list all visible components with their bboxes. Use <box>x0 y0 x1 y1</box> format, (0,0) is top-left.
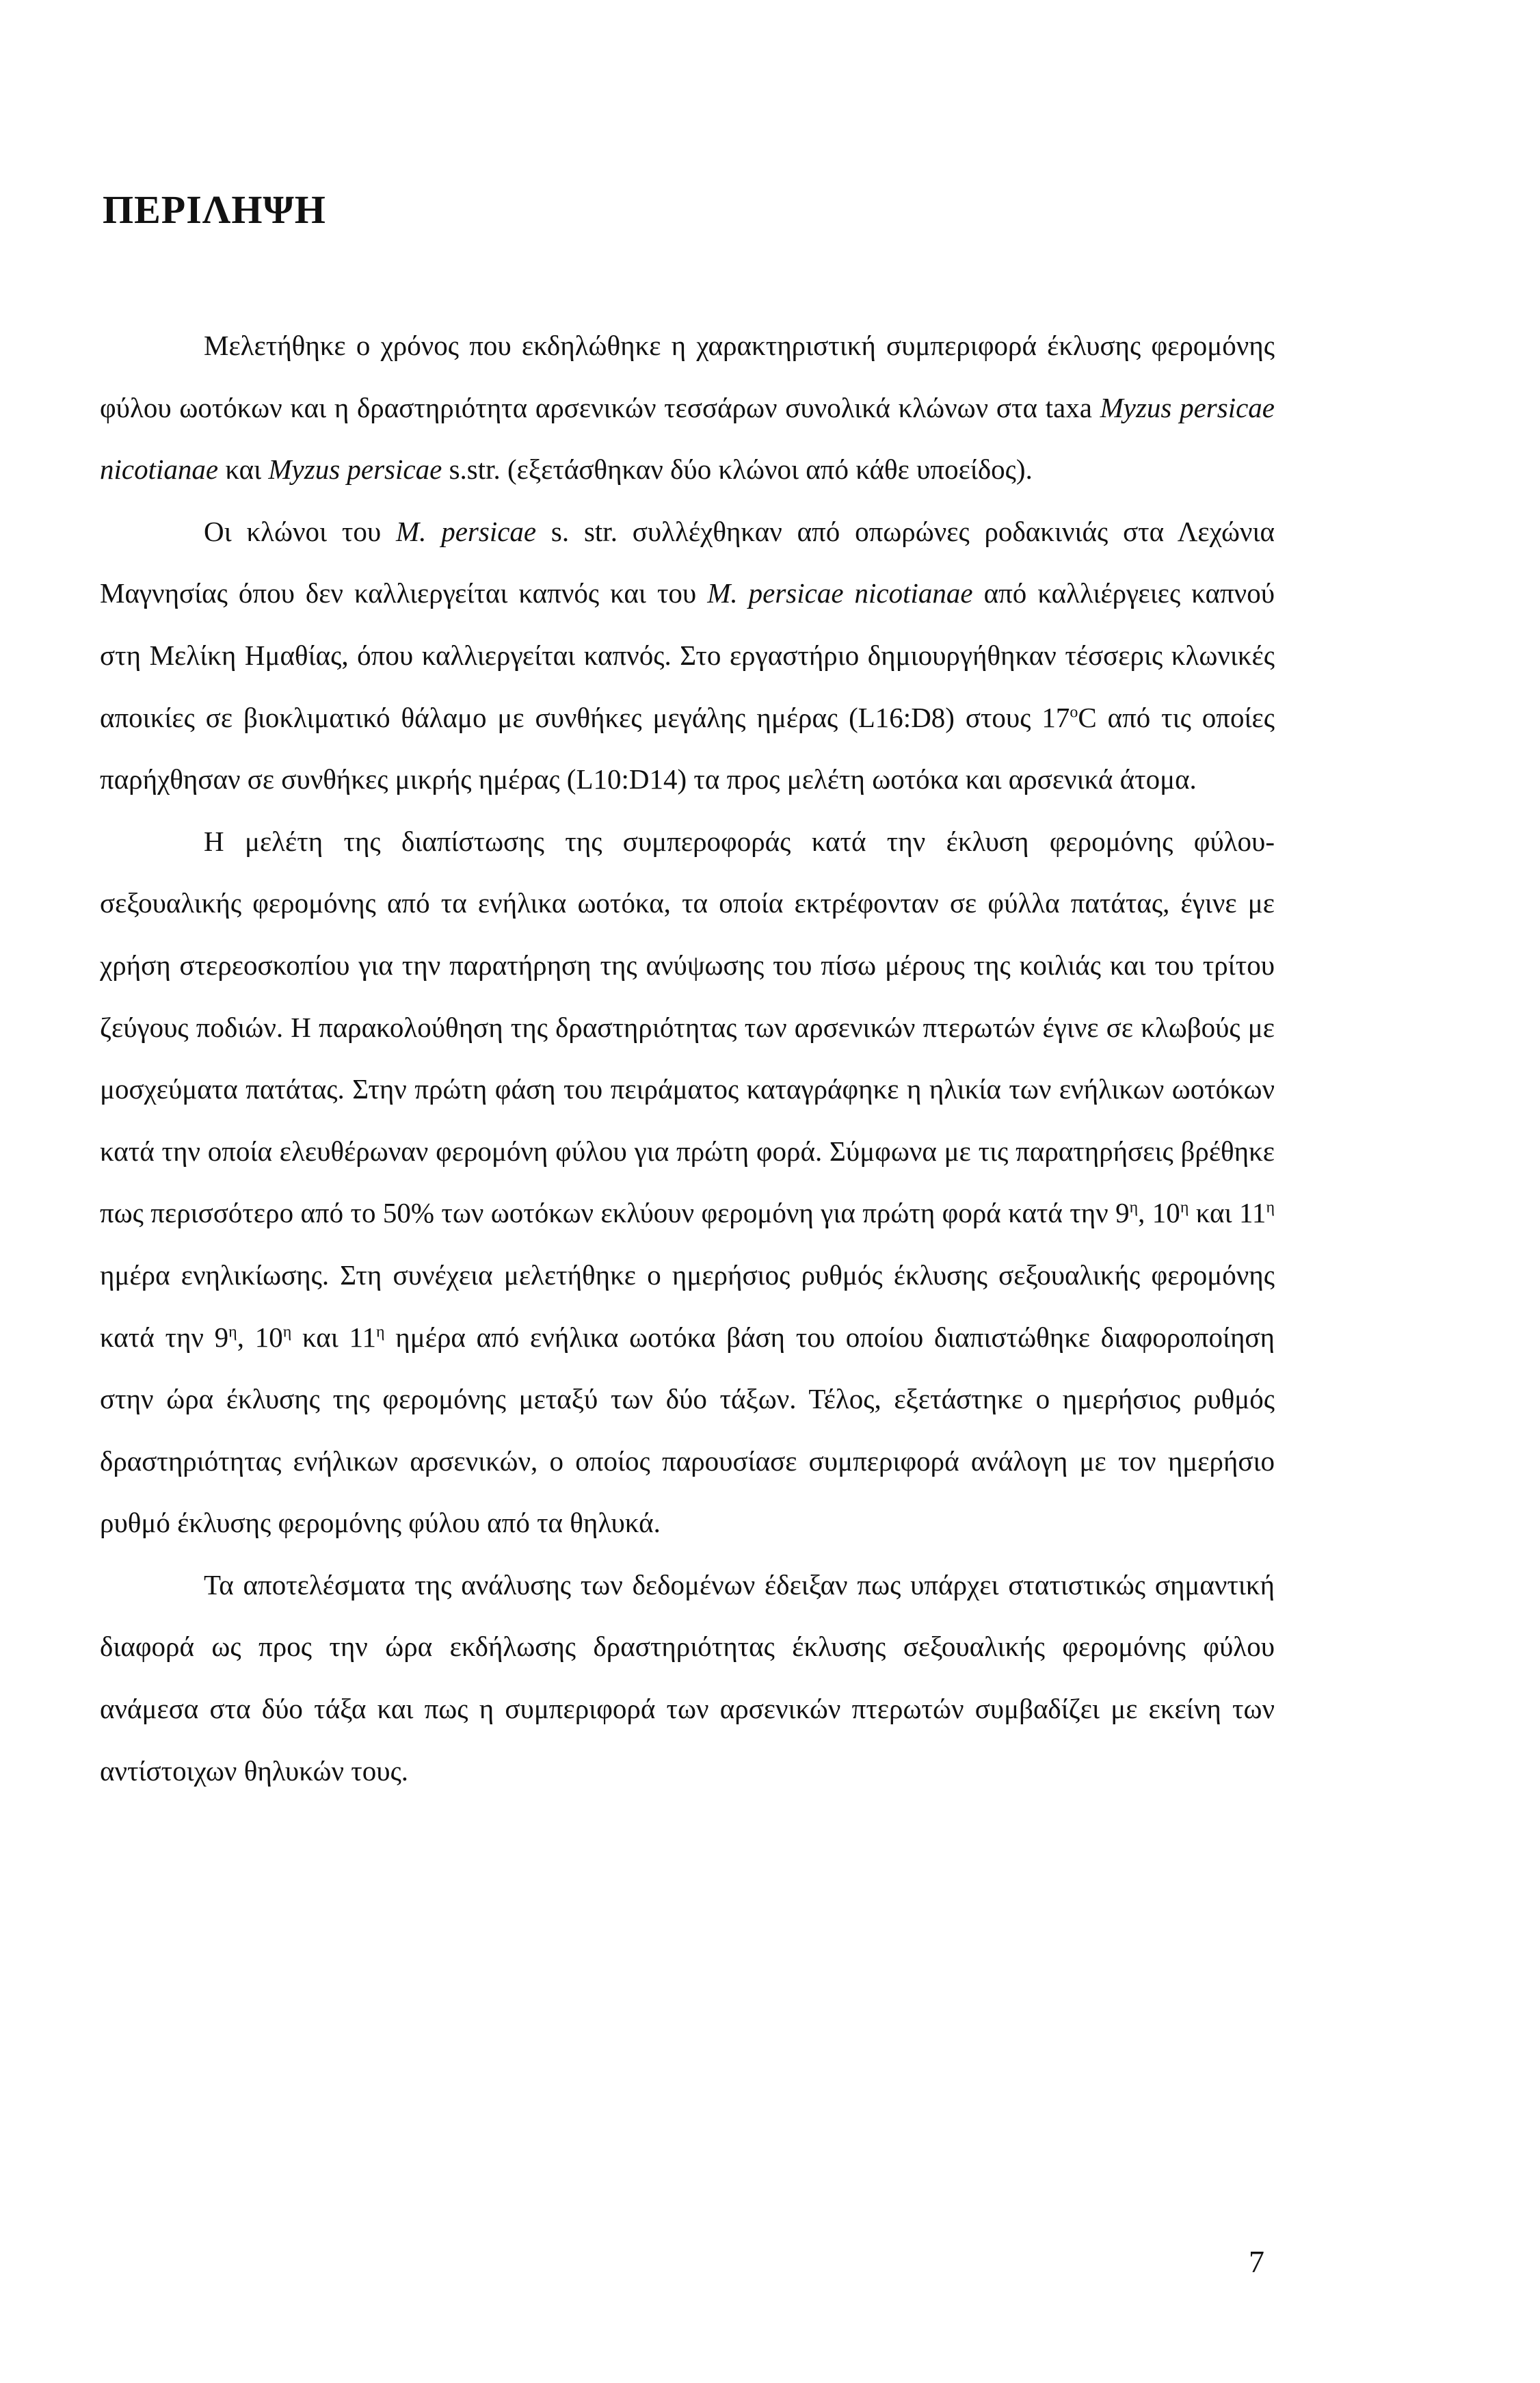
text-run: s.str. (εξετάσθηκαν δύο κλώνοι από κάθε υποείδος). <box>442 453 1033 486</box>
species-name: Myzus persicae <box>268 453 442 486</box>
species-name: M. persicae <box>395 515 537 547</box>
paragraph-2 <box>100 501 1275 811</box>
superscript: o <box>1070 702 1078 721</box>
text-run: C από τις οποίες παρήχθησαν σε συνθήκες μικρής ημέρας (L10:D14) τα προς μελέτη ωοτόκα και αρσενικά άτομα. <box>100 701 1275 795</box>
superscript: η <box>282 1322 292 1341</box>
abstract-body <box>100 315 1275 1802</box>
paragraph-3 <box>100 811 1275 1554</box>
text-run: και 11 <box>1189 1197 1266 1229</box>
paragraph-1 <box>100 315 1275 501</box>
text-run: ημέρα από ενήλικα ωοτόκα βάση του οποίου διαπιστώθηκε διαφοροποίηση στην ώρα έκλυσης της φερομόνης μεταξύ των δύο τάξων. Τέλος, εξετάστηκε ο ημερήσιος ρυθμός δραστηριότητας ενήλικων αρσενικών, ο οποίος παρουσίασε συμπεριφορά ανάλογη με τον ημερήσιο ρυθμό έκλυσης φερομόνης φύλου από τα θηλυκά. <box>100 1321 1275 1539</box>
text-run: Η μελέτη της διαπίστωσης της συμπεροφοράς κατά την έκλυση φερομόνης φύλου-σεξουαλικής φερομόνης από τα ενήλικα ωοτόκα, τα οποία εκτρέφονταν σε φύλλα πατάτας, έγινε με χρήση στερεοσκοπίου για την παρατήρηση της ανύψωσης του πίσω μέρους της κοιλιάς και του τρίτου ζεύγους ποδιών. Η παρακολούθηση της δραστηριότητας των αρσενικών πτερωτών έγινε σε κλωβούς με μοσχεύματα πατάτας. Στην πρώτη φάση του πειράματος καταγράφηκε η ηλικία των ενήλικων ωοτόκων κατά την οποία ελευθέρωναν φερομόνη φύλου για πρώτη φορά. Σύμφωνα με τις παρατηρήσεις βρέθηκε πως περισσότερο από το 50% των ωοτόκων εκλύουν φερομόνη για πρώτη φορά κατά την 9 <box>100 825 1275 1229</box>
text-run: και 11 <box>291 1321 377 1353</box>
text-run: Τα αποτελέσματα της ανάλυσης των δεδομένων έδειξαν πως υπάρχει στατιστικώς σημαντική διαφορά ως προς την ώρα εκδήλωσης δραστηριότητας έκλυσης σεξουαλικής φερομόνης φύλου ανάμεσα στα δύο τάξα και πως η συμπεριφορά των αρσενικών πτερωτών συμβαδίζει με εκείνη των αντίστοιχων θηλυκών τους. <box>100 1568 1275 1787</box>
superscript: η <box>1180 1198 1189 1217</box>
page-number: 7 <box>1249 2244 1264 2279</box>
text-run: ημέρα ενηλικίωσης. Στη συνέχεια μελετήθηκε ο ημερήσιος ρυθμός έκλυσης σεξουαλικής φερομόνης κατά την 9 <box>100 1259 1275 1353</box>
superscript: η <box>376 1322 385 1341</box>
species-name: Myzus persicae nicotianae <box>100 391 1275 486</box>
superscript: η <box>1129 1198 1139 1217</box>
superscript: η <box>228 1322 237 1341</box>
text-run: Οι κλώνοι του <box>204 515 396 547</box>
species-name: M. persicae nicotianae <box>707 577 973 609</box>
paragraph-4 <box>100 1554 1275 1802</box>
text-run: από καλλιέργειες καπνού στη Μελίκη Ημαθίας, όπου καλλιεργείται καπνός. Στο εργαστήριο δημιουργήθηκαν τέσσερις κλωνικές αποικίες σε βιοκλιματικό θάλαμο με συνθήκες μεγάλης ημέρας (L16:D8) στους 17 <box>100 577 1275 733</box>
text-run: Μελετήθηκε ο χρόνος που εκδηλώθηκε η χαρακτηριστική συμπεριφορά έκλυσης φερομόνης φύλου ωοτόκων και η δραστηριότητα αρσενικών τεσσάρων συνολικά κλώνων στα taxa <box>100 330 1275 423</box>
superscript: η <box>1266 1198 1275 1217</box>
text-run: s. str. συλλέχθηκαν από οπωρώνες ροδακινιάς στα Λεχώνια Μαγνησίας όπου δεν καλλιεργείται καπνός και του <box>100 515 1275 609</box>
text-run: , 10 <box>1138 1197 1180 1229</box>
page-title: ΠΕΡΙΛΗΨΗ <box>103 187 326 232</box>
text-run: και <box>218 453 269 486</box>
text-run: , 10 <box>237 1321 283 1353</box>
